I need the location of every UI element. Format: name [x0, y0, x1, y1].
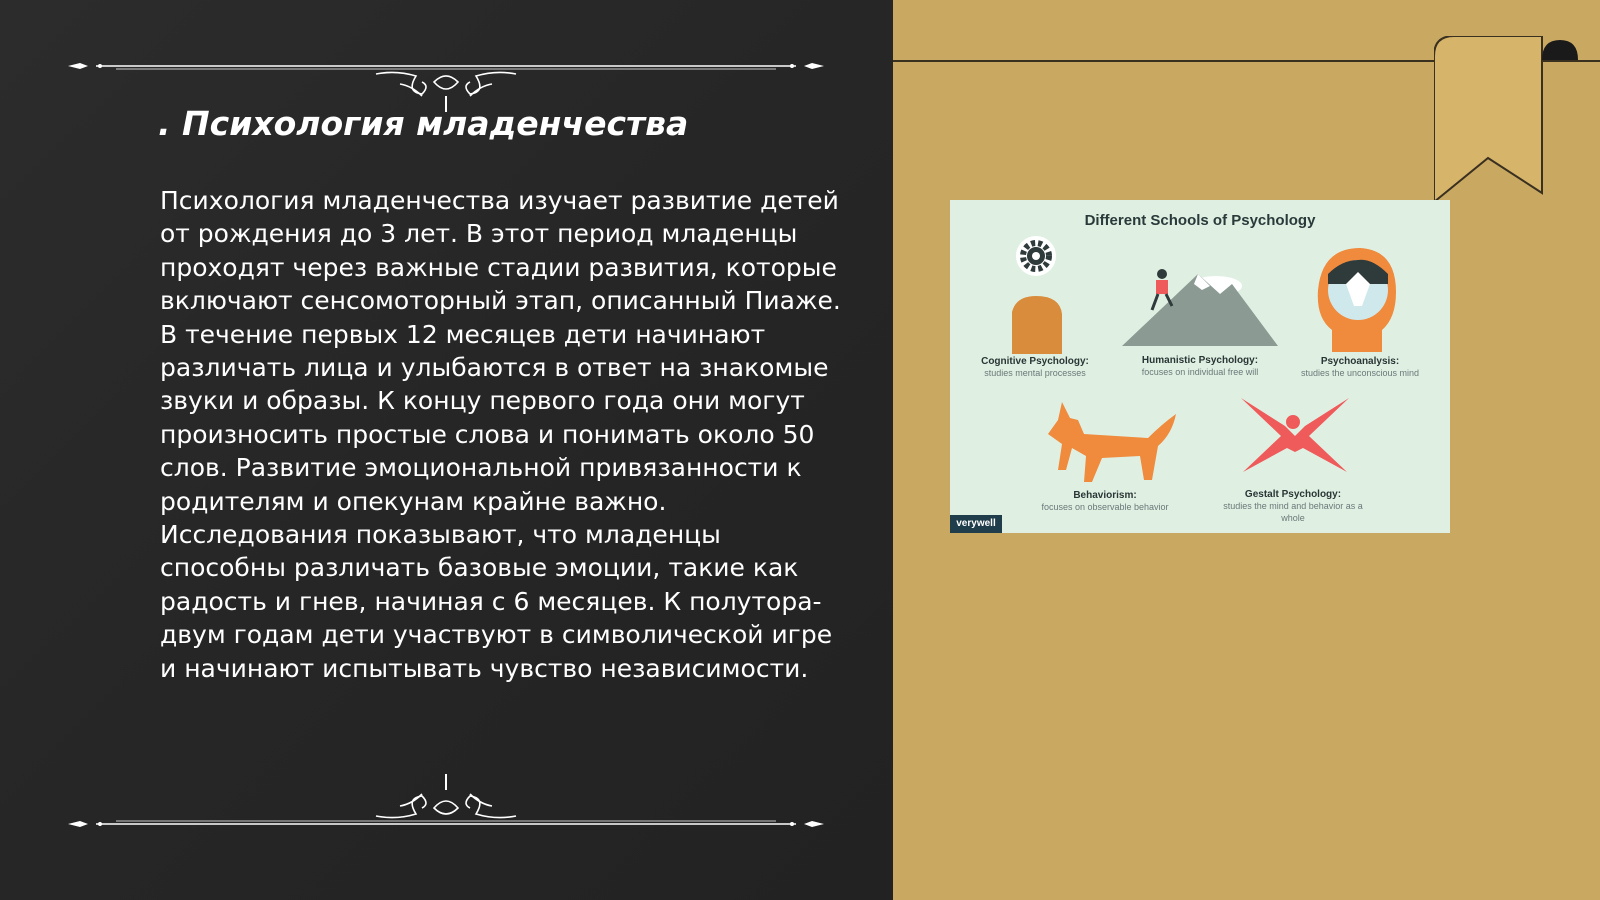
mountain-climber-icon: [1120, 250, 1280, 350]
gear-icon: [1006, 234, 1066, 354]
item-behaviorism-name: Behaviorism:: [1073, 490, 1137, 501]
item-humanistic: [1120, 355, 1280, 378]
brand-logo: verywell: [950, 515, 1002, 533]
infographic-title: Different Schools of Psychology: [1084, 212, 1316, 229]
item-psychoanalysis-desc: studies the unconscious mind: [1300, 368, 1420, 378]
dog-icon: [1040, 394, 1180, 486]
item-gestalt-desc: studies the mind and behavior as a whole: [1223, 501, 1363, 523]
head-iceberg-icon: [1312, 244, 1402, 354]
star-figure-icon: [1235, 392, 1355, 478]
item-humanistic-name: Humanistic Psychology:: [1141, 355, 1259, 366]
item-gestalt: [1218, 489, 1368, 524]
item-cognitive: [960, 356, 1110, 379]
psychology-schools-infographic: [950, 200, 1450, 533]
bookmark-icon: [1434, 36, 1600, 202]
item-cognitive-desc: studies mental processes: [984, 368, 1086, 378]
item-gestalt-name: Gestalt Psychology:: [1244, 489, 1342, 500]
item-cognitive-name: Cognitive Psychology:: [981, 356, 1089, 367]
item-behaviorism-desc: focuses on observable behavior: [1041, 502, 1169, 512]
item-behaviorism: [1020, 490, 1190, 513]
slide-body-text: Психология младенчества изучает развитие детей от рождения до 3 лет. В этот период младенцы проходят через важные стадии развития, которые включают сенсомоторный этап, описанный Пиаже. В течение первых 12 месяцев дети начинают различать лица и улыбаются в ответ на знакомые звуки и образы. К концу первого года они могут произносить простые слова и понимать около 50 слов. Развитие эмоциональной привязанности к родителям и опекунам крайне важно. Исследования показывают, что младенцы способны различать базовые эмоции, такие как радость и гнев, начиная с 6 месяцев. К полутора-двум годам дети участвуют в символической игре и начинают испытывать чувство независимости.: [160, 186, 841, 683]
item-psychoanalysis-name: Psychoanalysis:: [1320, 356, 1400, 367]
item-psychoanalysis: [1285, 356, 1435, 379]
ornament-bottom: [66, 770, 826, 830]
item-humanistic-desc: focuses on individual free will: [1141, 367, 1259, 377]
slide-title: . Психология младенчества: [158, 104, 689, 143]
